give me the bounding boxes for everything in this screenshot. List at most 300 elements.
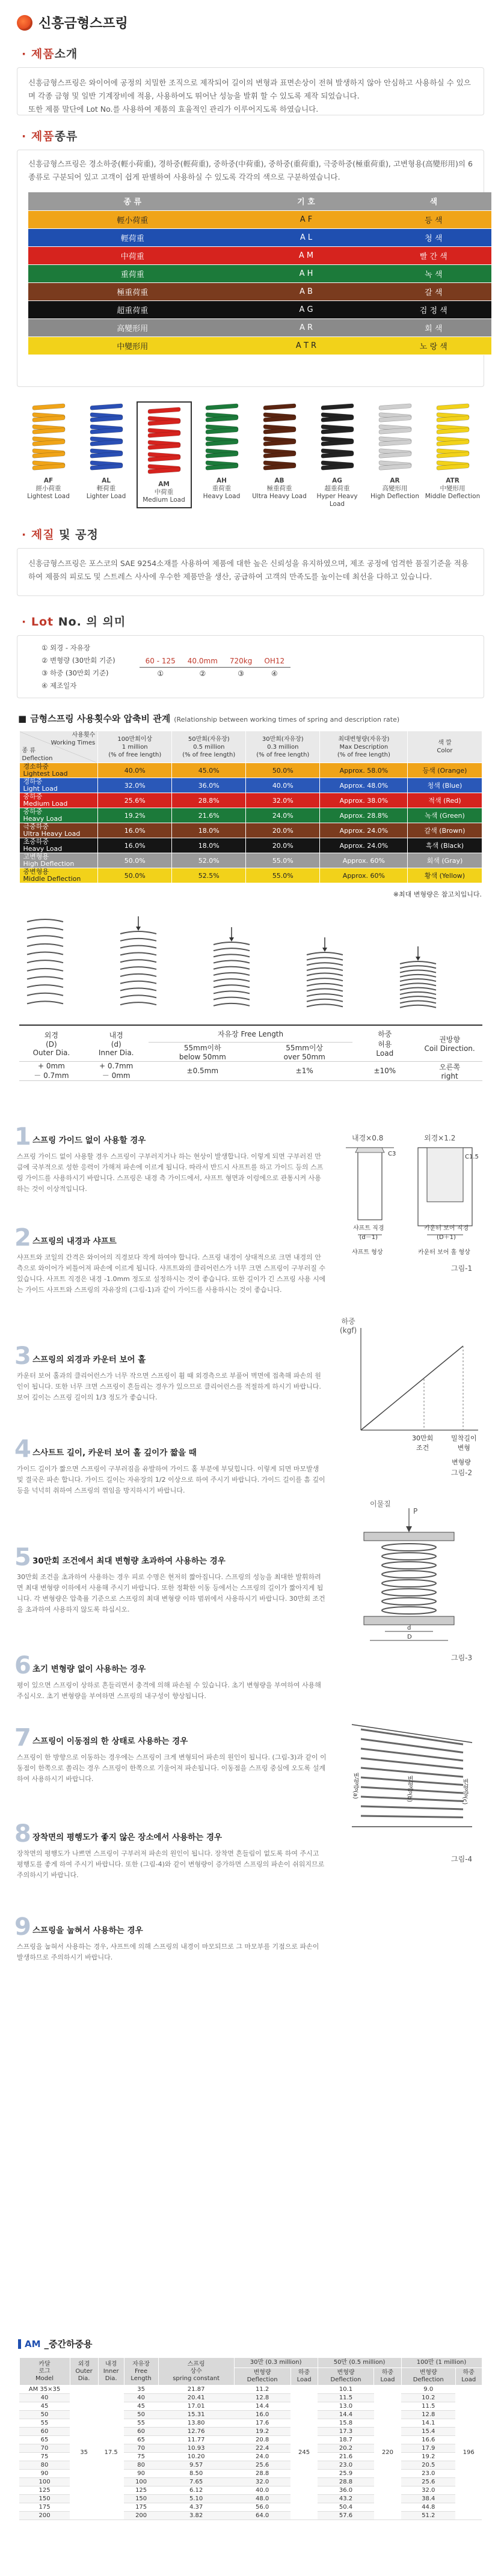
fig2-max-text: 밀착길이 bbox=[451, 1434, 477, 1442]
spring-caption bbox=[87, 477, 126, 501]
tol-header-od-c: Outer Dia. bbox=[32, 1048, 70, 1057]
types-cell-code: A F bbox=[237, 210, 376, 228]
tips-section bbox=[0, 1118, 501, 2019]
fig1-c-label: C3 bbox=[388, 1151, 396, 1157]
quality-paragraph: 신흥금형스프링은 포스코의 SAE 9254소재를 사용하여 제품에 대한 높은 신뢰성을 유지하였으며, 제조 공정에 엄격한 품질기준을 적용하여 제품의 피로도 및 스트레스 사사에 우수한 제품만을 생산, 공급하여 고객의 만족도를 높이는데 최선을 다하고 있습니다. bbox=[28, 559, 469, 581]
fig1-hole-sub: (D＋1) bbox=[437, 1234, 456, 1241]
types-cell-color: 회 색 bbox=[376, 318, 492, 336]
tip-title: 스프링의 내경과 샤프트 bbox=[32, 1237, 117, 1246]
relation-bullet: ■ bbox=[18, 713, 27, 724]
figure-1 bbox=[334, 1124, 490, 1274]
figure-3 bbox=[334, 1502, 490, 1664]
types-cell-color: 녹 색 bbox=[376, 264, 492, 282]
tip-item bbox=[14, 1343, 327, 1403]
spring-ab-icon bbox=[259, 401, 301, 473]
am-h-30-defl bbox=[234, 2368, 290, 2386]
relation-cell-v3: 24.0% bbox=[246, 808, 320, 823]
tol-id-2: － 0mm bbox=[102, 1071, 131, 1080]
tol-od-1: + 0mm bbox=[37, 1061, 65, 1070]
relation-header-kind-en: Deflection bbox=[22, 755, 53, 762]
am-cell-load-50: 220 bbox=[374, 2386, 401, 2520]
am-cell-fl: 70 bbox=[124, 2444, 158, 2453]
spring-code: ATR bbox=[446, 477, 460, 484]
am-cell-defl-50: 57.6 bbox=[318, 2512, 374, 2520]
relation-header-4-c: (% of free length) bbox=[337, 751, 390, 758]
am-cell-fl: 65 bbox=[124, 2436, 158, 2444]
springs-section bbox=[0, 401, 501, 519]
relation-cell-v3: 32.0% bbox=[246, 793, 320, 808]
relation-row bbox=[19, 838, 482, 853]
am-cell-rate: 10.93 bbox=[158, 2444, 234, 2453]
types-row bbox=[28, 282, 491, 300]
fig2-max-sub: 변형 bbox=[457, 1444, 470, 1452]
am-h-50-load-b: Load bbox=[380, 2377, 395, 2383]
relation-cell-type bbox=[19, 823, 98, 838]
spring-code: AL bbox=[102, 477, 111, 484]
am-cell-defl-50: 28.8 bbox=[318, 2478, 374, 2486]
am-cell-model: 45 bbox=[19, 2402, 70, 2411]
am-h-code-b: 로그 bbox=[38, 2367, 51, 2375]
am-h-100-defl-a: 변형량 bbox=[419, 2369, 437, 2376]
spring-am-icon bbox=[143, 405, 185, 477]
tip-number: 8 bbox=[14, 1820, 31, 1848]
types-cell-name: 超重荷重 bbox=[28, 300, 237, 318]
am-cell-rate: 5.10 bbox=[158, 2495, 234, 2503]
intro-paragraph-1: 신흥금형스프링은 와이어에 공정의 치밀한 조직으로 제작되어 길이의 변형과 표면손상이 전혀 발생하지 않아 안심하고 사용하실 수 있으며 각종 금형 및 일반 기계장비에 적용, 사용하여도 뛰어난 성능을 발휘 할 수 있도록 제작 되었습니다. bbox=[28, 78, 471, 100]
am-cell-model: 125 bbox=[19, 2486, 70, 2495]
relation-type-kr: 극중하중 bbox=[23, 823, 49, 830]
am-h-30-load-a: 하중 bbox=[298, 2369, 310, 2376]
lot-mark-4: ④ bbox=[271, 669, 278, 678]
relation-cell-v3: 40.0% bbox=[246, 778, 320, 793]
am-cell-model: 75 bbox=[19, 2453, 70, 2461]
am-cell-defl-100: 12.8 bbox=[401, 2411, 455, 2419]
am-h-id-b: Inner bbox=[103, 2367, 119, 2375]
relation-cell-color: 등색 (Orange) bbox=[408, 763, 482, 778]
relation-cell-v1: 25.6% bbox=[98, 793, 172, 808]
tip-number: 7 bbox=[14, 1724, 31, 1752]
relation-cell-v4: Approx. 24.0% bbox=[320, 823, 408, 838]
fig2-30-label bbox=[412, 1433, 433, 1452]
relation-type-en: Lightest Load bbox=[23, 770, 68, 778]
lot-item-4: ④ 제조일자 bbox=[41, 681, 77, 690]
spring-kr: 超重荷重 bbox=[324, 485, 350, 492]
am-h-100: 100만 (1 million) bbox=[401, 2358, 482, 2368]
tol-header-od-a: 외경 bbox=[44, 1031, 58, 1040]
tip-body: 스프링 가이드 없이 사용할 경우 스프링이 구부러지거나 하는 현상이 발생합니다. 이렇게 되면 구부러진 만큼에 국부적으로 성한 응력이 가해져 파손에 이르게 됩니다. 따라서 반드시 사프트를 하고 가이드 등의 스프링 가이드를 사용하시기 바랍니다. 스프링은 내경 측 가이드에서, 샤프트 형면과 이렁에으로 관통시켜 사용하는 것이 이상적입니다. bbox=[17, 1153, 324, 1193]
relation-table-body bbox=[19, 763, 482, 883]
lot-item-3: ③ 하중 (30만회 기준) bbox=[41, 669, 109, 677]
am-cell-defl-30: 12.8 bbox=[234, 2394, 290, 2402]
brand-logo-icon bbox=[17, 15, 32, 31]
types-cell-color: 노 랑 색 bbox=[376, 336, 492, 355]
relation-cell-v4: Approx. 60% bbox=[320, 853, 408, 868]
am-cell-defl-100: 11.5 bbox=[401, 2402, 455, 2411]
tol-header-id bbox=[84, 1025, 149, 1061]
am-cell-rate: 20.41 bbox=[158, 2394, 234, 2402]
relation-cell-v2: 36.0% bbox=[172, 778, 246, 793]
am-cell-fl: 55 bbox=[124, 2419, 158, 2428]
fig2-x-label: 변형량 bbox=[452, 1458, 471, 1466]
spring-ah-icon bbox=[201, 401, 243, 473]
am-cell-rate: 15.31 bbox=[158, 2411, 234, 2419]
tip-body: 장착면의 평행도가 나쁘면 스프링이 구부러져 파손의 원인이 됩니다. 장착면 흔들림이 없도록 하여 주시고 평행도를 좋게 하여 주시기 바랍니다. 또한 (그림-4)와 같이 변형량이 증가하면 스프링의 파손이 쉬워지므로 주의하시기 바랍니다. bbox=[17, 1850, 325, 1879]
am-cell-defl-50: 14.4 bbox=[318, 2411, 374, 2419]
spring-item bbox=[194, 401, 250, 508]
relation-header-2-c: (% of free length) bbox=[182, 751, 236, 758]
tol-header-coil bbox=[417, 1025, 482, 1061]
spring-kr: 極重荷重 bbox=[266, 485, 292, 492]
am-cell-rate: 4.37 bbox=[158, 2503, 234, 2512]
am-cell-id: 17.5 bbox=[98, 2386, 124, 2520]
tip-title: 스프링이 이동점의 한 상태로 사용하는 경우 bbox=[32, 1737, 188, 1746]
tolerance-table bbox=[19, 1025, 482, 1081]
compression-spring-icon bbox=[400, 946, 436, 1008]
spring-code: AF bbox=[43, 477, 54, 484]
spring-en: Hyper Heavy Load bbox=[316, 493, 358, 508]
relation-cell-v1: 50.0% bbox=[98, 853, 172, 868]
tol-header-fl-b-1: 55mm이상 bbox=[286, 1043, 324, 1052]
types-cell-code: A M bbox=[237, 246, 376, 264]
tip-item bbox=[14, 1652, 327, 1702]
am-h-100-load-a: 하중 bbox=[463, 2369, 475, 2376]
types-row bbox=[28, 336, 491, 355]
relation-cell-color: 적색 (Red) bbox=[408, 793, 482, 808]
types-header-color: 색 bbox=[376, 192, 492, 210]
am-cell-defl-50: 13.0 bbox=[318, 2402, 374, 2411]
relation-header-5-a: 색 깔 bbox=[438, 740, 452, 746]
tip-number: 6 bbox=[14, 1652, 31, 1679]
am-cell-defl-30: 14.4 bbox=[234, 2402, 290, 2411]
am-h-100-defl bbox=[401, 2368, 455, 2386]
relation-cell-v3: 55.0% bbox=[246, 868, 320, 883]
relation-cell-v3: 55.0% bbox=[246, 853, 320, 868]
fig1-shaft-text: 샤프트 직경 bbox=[353, 1225, 384, 1232]
am-h-code-a: 카달 bbox=[38, 2360, 51, 2367]
fig1-cap1: 샤프트 형상 bbox=[352, 1249, 383, 1256]
am-cell-model: 90 bbox=[19, 2470, 70, 2478]
lot-box bbox=[17, 635, 484, 698]
spring-item bbox=[137, 401, 192, 508]
fig2-y-label bbox=[340, 1316, 357, 1335]
spring-al-icon bbox=[85, 401, 128, 473]
am-title-lead: AM bbox=[25, 2338, 41, 2349]
spring-caption bbox=[27, 477, 70, 501]
types-cell-code: A G bbox=[237, 300, 376, 318]
tol-header-load-b: 허용 bbox=[378, 1040, 392, 1049]
tip-number: 9 bbox=[14, 1913, 31, 1941]
am-cell-defl-50: 10.1 bbox=[318, 2386, 374, 2394]
am-cell-rate: 11.77 bbox=[158, 2436, 234, 2444]
tol-coil bbox=[417, 1061, 482, 1080]
am-cell-defl-50: 15.8 bbox=[318, 2419, 374, 2428]
am-cell-defl-30: 17.6 bbox=[234, 2419, 290, 2428]
tip-title: 초기 변형량 없이 사용하는 경우 bbox=[32, 1664, 146, 1674]
tol-coil-2: right bbox=[441, 1071, 458, 1080]
relation-cell-color: 흑색 (Black) bbox=[408, 838, 482, 853]
am-cell-od: 35 bbox=[70, 2386, 98, 2520]
types-cell-name: 極重荷重 bbox=[28, 282, 237, 300]
relation-cell-v2: 21.6% bbox=[172, 808, 246, 823]
tip-title: 스프링 가이드 없이 사용할 경우 bbox=[32, 1136, 146, 1145]
relation-header-corner bbox=[19, 731, 98, 763]
lot-mark-1: ① bbox=[157, 669, 164, 678]
spring-item bbox=[252, 401, 307, 508]
types-cell-code: A H bbox=[237, 264, 376, 282]
fig1-hole-text: 카운터 보어 직경 bbox=[424, 1225, 469, 1232]
tol-header-load-c: Load bbox=[376, 1049, 394, 1058]
types-cell-color: 등 색 bbox=[376, 210, 492, 228]
figure-3-svg bbox=[334, 1502, 490, 1646]
relation-cell-color: 청색 (Blue) bbox=[408, 778, 482, 793]
relation-cell-v4: Approx. 24.0% bbox=[320, 838, 408, 853]
quality-title: · 제질 및 공정 bbox=[22, 528, 99, 541]
types-row bbox=[28, 300, 491, 318]
tol-id-1: + 0.7mm bbox=[99, 1061, 134, 1070]
tol-header-load bbox=[352, 1025, 417, 1061]
fig2-y-text: 하중 bbox=[341, 1317, 355, 1326]
am-cell-model: 50 bbox=[19, 2411, 70, 2419]
am-h-50: 50만 (0.5 million) bbox=[318, 2358, 401, 2368]
spring-caption bbox=[370, 477, 419, 501]
am-cell-defl-30: 22.4 bbox=[234, 2444, 290, 2453]
relation-header-1-b: 1 million bbox=[121, 743, 148, 751]
types-title: · 제품종류 bbox=[22, 130, 78, 143]
am-h-100-load-b: Load bbox=[461, 2377, 476, 2383]
relation-cell-v3: 50.0% bbox=[246, 763, 320, 778]
relation-type-kr: 고변형용 bbox=[23, 853, 49, 860]
am-h-30-load-b: Load bbox=[297, 2377, 312, 2383]
fig1-caption: 그림-1 bbox=[451, 1264, 473, 1273]
relation-cell-v4: Approx. 58.0% bbox=[320, 763, 408, 778]
relation-header-1-c: (% of free length) bbox=[108, 751, 162, 758]
am-cell-fl: 75 bbox=[124, 2453, 158, 2461]
spring-ag-icon bbox=[316, 401, 358, 473]
am-cell-defl-50: 17.3 bbox=[318, 2428, 374, 2436]
spring-en: Lighter Load bbox=[86, 493, 126, 500]
types-table bbox=[28, 192, 491, 355]
am-cell-defl-100: 38.4 bbox=[401, 2495, 455, 2503]
am-title-rest: _중간하중용 bbox=[44, 2339, 93, 2349]
fig2-max-label bbox=[451, 1433, 477, 1452]
am-cell-defl-100: 10.2 bbox=[401, 2394, 455, 2402]
relation-header-3-b: 0.3 million bbox=[267, 743, 299, 751]
am-cell-defl-30: 28.8 bbox=[234, 2470, 290, 2478]
figure-2-svg bbox=[334, 1310, 490, 1454]
fig2-30-text: 30만회 bbox=[412, 1434, 434, 1442]
am-h-100-defl-b: Deflection bbox=[413, 2377, 444, 2383]
lot-table bbox=[140, 655, 290, 680]
spring-item bbox=[79, 401, 134, 508]
relation-cell-type bbox=[19, 853, 98, 868]
lot-example bbox=[140, 642, 290, 692]
relation-cell-v4: Approx. 38.0% bbox=[320, 793, 408, 808]
am-cell-model: 55 bbox=[19, 2419, 70, 2428]
relation-header-3-a: 30만회(자유장) bbox=[262, 735, 304, 743]
am-cell-defl-30: 24.0 bbox=[234, 2453, 290, 2461]
types-cell-code: A T R bbox=[237, 336, 376, 355]
am-cell-defl-50: 25.9 bbox=[318, 2470, 374, 2478]
relation-header-3-c: (% of free length) bbox=[256, 751, 310, 758]
am-cell-defl-30: 32.0 bbox=[234, 2478, 290, 2486]
fig2-y-unit: (kgf) bbox=[340, 1326, 357, 1335]
am-cell-fl: 60 bbox=[124, 2428, 158, 2436]
lot-title: · Lot No. 의 의미 bbox=[22, 615, 126, 629]
am-cell-model: 70 bbox=[19, 2444, 70, 2453]
types-cell-color: 청 색 bbox=[376, 228, 492, 246]
am-cell-rate: 8.50 bbox=[158, 2470, 234, 2478]
am-cell-defl-30: 25.6 bbox=[234, 2461, 290, 2470]
spring-en: Heavy Load bbox=[203, 493, 241, 500]
spring-item bbox=[425, 401, 481, 508]
am-cell-defl-100: 14.1 bbox=[401, 2419, 455, 2428]
am-cell-defl-50: 43.2 bbox=[318, 2495, 374, 2503]
relation-cell-color: 녹색 (Green) bbox=[408, 808, 482, 823]
am-table bbox=[19, 2357, 482, 2520]
brand-logo bbox=[0, 0, 501, 32]
intro-title: · 제품소개 bbox=[22, 47, 78, 61]
relation-section bbox=[0, 712, 501, 910]
relation-row bbox=[19, 763, 482, 778]
relation-row bbox=[19, 793, 482, 808]
am-cell-rate: 9.57 bbox=[158, 2461, 234, 2470]
relation-cell-v2: 52.0% bbox=[172, 853, 246, 868]
lot-item-1: ① 외경 - 자유장 bbox=[41, 644, 90, 652]
relation-header-4-b: Max Description bbox=[339, 743, 389, 751]
am-cell-defl-30: 64.0 bbox=[234, 2512, 290, 2520]
am-h-od-b: Outer bbox=[75, 2367, 93, 2375]
am-cell-model: 150 bbox=[19, 2495, 70, 2503]
relation-cell-type bbox=[19, 793, 98, 808]
lot-value-4: OH12 bbox=[258, 655, 290, 668]
types-row bbox=[28, 318, 491, 336]
relation-type-kr: 중하중 bbox=[23, 793, 43, 800]
relation-header-5 bbox=[408, 731, 482, 763]
am-cell-fl: 35 bbox=[124, 2386, 158, 2394]
am-h-100-load bbox=[455, 2368, 482, 2386]
types-cell-color: 갈 색 bbox=[376, 282, 492, 300]
tol-header-fl-b-2: over 50mm bbox=[283, 1052, 325, 1061]
types-cell-color: 검 정 색 bbox=[376, 300, 492, 318]
tip-item bbox=[14, 1914, 327, 1963]
relation-cell-v1: 32.0% bbox=[98, 778, 172, 793]
am-h-code bbox=[19, 2358, 70, 2386]
types-paragraph: 신흥금형스프링은 경소하중(輕小荷重), 경하중(輕荷重), 중하중(中荷重), 중하중(重荷重), 극중하중(極重荷重), 고변형용(高變形用)의 6종류로 구분되어 있고 고객이 쉽게 판별하여 사용하실 수 있도록 각각의 색으로 구분하였습니다. bbox=[28, 159, 473, 181]
types-cell-name: 中荷重 bbox=[28, 246, 237, 264]
am-cell-defl-30: 19.2 bbox=[234, 2428, 290, 2436]
relation-row bbox=[19, 868, 482, 883]
relation-cell-v1: 40.0% bbox=[98, 763, 172, 778]
fig1-cap2: 카운터 보어 홀 형상 bbox=[418, 1249, 470, 1256]
intro-box bbox=[17, 67, 484, 115]
types-cell-code: A R bbox=[237, 318, 376, 336]
spring-kr: 中變形用 bbox=[440, 485, 466, 492]
tol-od bbox=[19, 1061, 84, 1080]
am-h-od-a: 외경 bbox=[78, 2360, 90, 2367]
spring-code: AH bbox=[217, 477, 227, 484]
relation-header-5-b: Color bbox=[437, 748, 453, 754]
am-cell-model: 60 bbox=[19, 2428, 70, 2436]
fig2-caption: 그림-2 bbox=[451, 1469, 473, 1477]
am-table-body bbox=[19, 2386, 482, 2520]
relation-cell-v4: Approx. 60% bbox=[320, 868, 408, 883]
relation-header-times: 사용횟수 bbox=[72, 732, 96, 738]
am-h-id bbox=[98, 2358, 124, 2386]
spring-kr: 重荷重 bbox=[212, 485, 232, 492]
intro-paragraph-2: 또한 제품 말단에 Lot No.를 사용하여 제품의 효율적인 관리가 이루어지도록 하였습니다. bbox=[28, 105, 319, 114]
relation-cell-color: 회색 (Gray) bbox=[408, 853, 482, 868]
am-h-30: 30만 (0.3 million) bbox=[234, 2358, 318, 2368]
types-header-type: 종 류 bbox=[28, 192, 237, 210]
tip-title: 장착면의 평행도가 좋지 않은 장소에서 사용하는 경우 bbox=[32, 1833, 223, 1842]
tip-item bbox=[14, 1225, 327, 1296]
figure-4 bbox=[334, 1701, 490, 1869]
tip-item bbox=[14, 1544, 327, 1615]
spring-atr-icon bbox=[432, 401, 474, 473]
relation-cell-color: 갈색 (Brown) bbox=[408, 823, 482, 838]
relation-header-4-a: 최대변형량(자유장) bbox=[338, 735, 390, 743]
tip-title: 스사트트 길이, 카운터 보어 홀 깊이가 짧을 때 bbox=[32, 1448, 197, 1458]
am-cell-defl-30: 56.0 bbox=[234, 2503, 290, 2512]
am-cell-defl-30: 16.0 bbox=[234, 2411, 290, 2419]
brand-name: 신흥금형스프링 bbox=[38, 16, 128, 31]
relation-type-en: High Deflection bbox=[23, 860, 75, 868]
spring-kr: 高變形用 bbox=[382, 485, 408, 492]
relation-type-kr: 경하중 bbox=[23, 778, 43, 785]
am-h-fl bbox=[124, 2358, 158, 2386]
relation-cell-type bbox=[19, 763, 98, 778]
tip-number: 3 bbox=[14, 1342, 31, 1370]
types-section bbox=[0, 127, 501, 392]
relation-type-kr: 중변형용 bbox=[23, 868, 49, 875]
am-h-rate bbox=[158, 2358, 234, 2386]
am-h-rate-b: 상수 bbox=[190, 2367, 202, 2375]
relation-type-kr: 초중하중 bbox=[23, 838, 49, 845]
tip-item bbox=[14, 1725, 327, 1785]
am-cell-fl: 200 bbox=[124, 2512, 158, 2520]
compression-spring-icon bbox=[307, 937, 343, 1006]
tol-id bbox=[84, 1061, 149, 1080]
lot-value-1: 60 - 125 bbox=[140, 655, 182, 668]
am-cell-defl-30: 11.2 bbox=[234, 2386, 290, 2394]
am-cell-fl: 40 bbox=[124, 2394, 158, 2402]
am-cell-rate: 13.80 bbox=[158, 2419, 234, 2428]
am-h-od bbox=[70, 2358, 98, 2386]
relation-cell-v4: Approx. 28.8% bbox=[320, 808, 408, 823]
tol-load: ±10% bbox=[352, 1061, 417, 1080]
relation-cell-type bbox=[19, 838, 98, 853]
tip-number: 2 bbox=[14, 1224, 31, 1252]
am-cell-model: 100 bbox=[19, 2478, 70, 2486]
am-cell-fl: 90 bbox=[124, 2470, 158, 2478]
relation-type-en: Medium Load bbox=[23, 800, 68, 808]
relation-title-en: (Relationship between working times of spring and description rate) bbox=[174, 716, 400, 723]
relation-header-1 bbox=[98, 731, 172, 763]
spring-kr: 經小荷重 bbox=[35, 485, 61, 492]
tol-fl-a: ±0.5mm bbox=[149, 1061, 256, 1080]
tip-number: 5 bbox=[14, 1544, 31, 1571]
am-cell-rate: 6.12 bbox=[158, 2486, 234, 2495]
relation-header-2 bbox=[172, 731, 246, 763]
am-h-30-load bbox=[290, 2368, 318, 2386]
am-cell-defl-50: 20.2 bbox=[318, 2444, 374, 2453]
tip-title: 스프링을 눕혀서 사용하는 경우 bbox=[32, 1926, 143, 1935]
fig3-p-label: P bbox=[413, 1507, 418, 1515]
am-cell-defl-30: 48.0 bbox=[234, 2495, 290, 2503]
am-cell-fl: 100 bbox=[124, 2478, 158, 2486]
fig4-a-label: 변형량(a) bbox=[352, 1773, 358, 1799]
spring-code: AR bbox=[390, 477, 400, 484]
